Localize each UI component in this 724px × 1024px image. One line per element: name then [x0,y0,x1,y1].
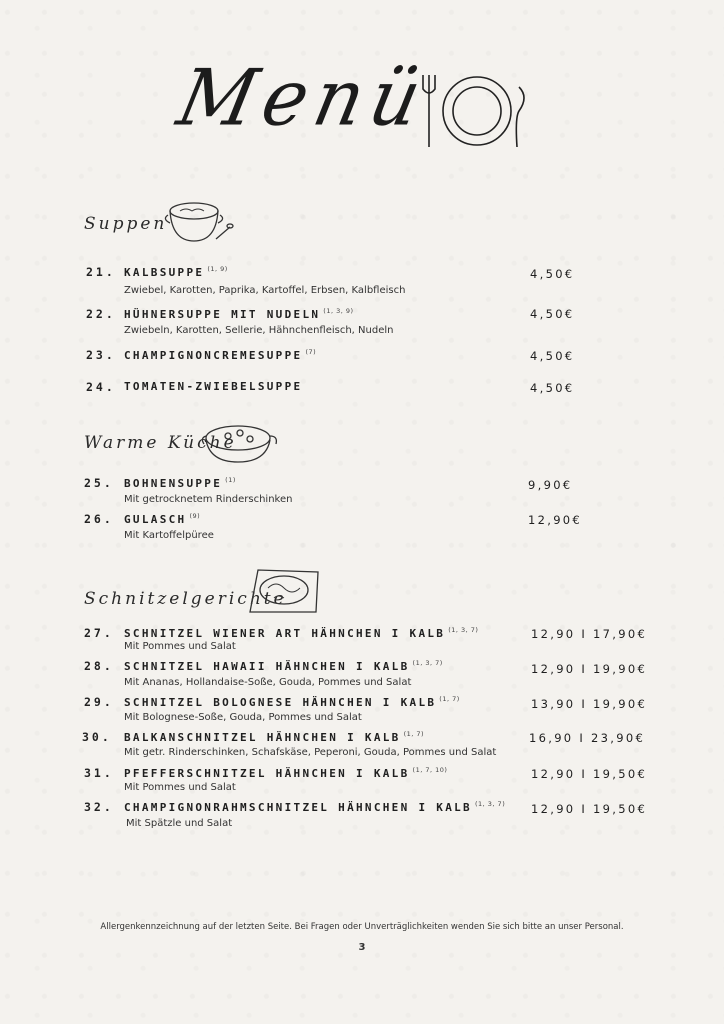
allergen-codes: (1, 7) [403,730,425,738]
item-number: 30. [82,730,112,744]
item-price: 13,90 I 19,90€ [531,697,648,711]
section-label-warme-kueche: Warme Küche [84,433,237,453]
allergen-codes: (1, 9) [207,265,228,273]
stew-dish-icon [200,420,280,470]
item-name: SCHNITZEL WIENER ART HÄHNCHEN I KALB $^{(1, 3, 7)}$ [124,626,479,640]
item-price: 12,90 I 17,90€ [531,627,648,641]
item-description: Mit Pommes und Salat [124,641,236,652]
allergen-codes: (1, 3, 7) [412,659,443,667]
item-price: 12,90€ [528,513,583,527]
item-number: 25. [84,476,114,490]
soup-bowl-icon [162,195,234,249]
item-price: 4,50€ [530,267,575,281]
page-number: 3 [358,942,366,953]
item-price: 4,50€ [530,349,575,363]
page-title: Menü [170,52,437,144]
item-name: TOMATEN-ZWIEBELSUPPE [124,380,303,393]
item-name: GULASCH $^{(9)}$ [124,512,201,526]
item-name: SCHNITZEL BOLOGNESE HÄHNCHEN I KALB $^{(1, 7)}$ [124,695,460,709]
item-price: 9,90€ [528,478,573,492]
schnitzel-plate-icon [244,562,324,616]
item-description: Mit getr. Rinderschinken, Schafskäse, Peperoni, Gouda, Pommes und Salat [124,747,497,758]
item-number: 22. [86,307,116,321]
allergen-codes: (1, 3, 9) [323,307,354,315]
allergen-codes: (1, 7, 10) [412,766,448,774]
section-label-schnitzelgerichte: Schnitzelgerichte [84,589,287,609]
allergen-codes: (1, 3, 7) [448,626,479,634]
item-name: HÜHNERSUPPE MIT NUDELN $^{(1, 3, 9)}$ [124,307,354,321]
item-description: Mit Kartoffelpüree [124,530,214,541]
section-label-suppen: Suppen [84,214,168,234]
item-number: 28. [84,659,114,673]
allergen-codes: (1, 7) [439,695,460,703]
allergen-footer-note: Allergenkennzeichnung auf der letzten Seite. Bei Fragen oder Unverträglichkeiten wenden Sie sich bitte an unser Personal. [100,922,624,932]
item-name: BOHNENSUPPE $^{(1)}$ [124,476,236,490]
item-description: Zwiebel, Karotten, Paprika, Kartoffel, Erbsen, Kalbfleisch [124,285,406,296]
item-number: 21. [86,265,116,279]
allergen-codes: (1) [225,476,236,484]
item-price: 12,90 I 19,50€ [531,767,648,781]
item-price: 4,50€ [530,381,575,395]
menu-title-block [170,52,560,155]
item-name: CHAMPIGNONCREMESUPPE $^{(7)}$ [124,348,317,362]
item-name: PFEFFERSCHNITZEL HÄHNCHEN I KALB $^{(1, 7, 10)}$ [124,766,448,780]
item-number: 27. [84,626,114,640]
item-description: Zwiebeln, Karotten, Sellerie, Hähnchenfleisch, Nudeln [124,325,394,336]
allergen-codes: (7) [305,348,317,356]
item-number: 31. [84,766,114,780]
item-name: BALKANSCHNITZEL HÄHNCHEN I KALB $^{(1, 7)}$ [124,730,425,744]
allergen-codes: (1, 3, 7) [474,800,506,808]
item-description: Mit Ananas, Hollandaise-Soße, Gouda, Pommes und Salat [124,677,412,688]
item-price: 12,90 I 19,90€ [531,662,648,676]
item-price: 4,50€ [530,307,575,321]
item-name: SCHNITZEL HAWAII HÄHNCHEN I KALB $^{(1, 3, 7)}$ [124,659,443,673]
allergen-codes: (9) [189,512,201,520]
item-price: 12,90 I 19,50€ [531,802,648,816]
item-number: 26. [84,512,114,526]
item-description: Mit Spätzle und Salat [126,818,233,829]
item-name: KALBSUPPE $^{(1, 9)}$ [124,265,228,279]
item-price: 16,90 I 23,90€ [529,731,646,745]
item-description: Mit Pommes und Salat [124,782,236,793]
item-description: Mit Bolognese-Soße, Gouda, Pommes und Salat [124,712,362,723]
item-description: Mit getrocknetem Rinderschinken [124,494,293,505]
plate-cutlery-icon [415,67,545,157]
item-number: 24. [86,380,116,394]
item-number: 32. [84,800,114,814]
item-name: CHAMPIGNONRAHMSCHNITZEL HÄHNCHEN I KALB $^{(1, 3, 7)}$ [124,800,506,814]
item-number: 23. [86,348,116,362]
item-number: 29. [84,695,114,709]
